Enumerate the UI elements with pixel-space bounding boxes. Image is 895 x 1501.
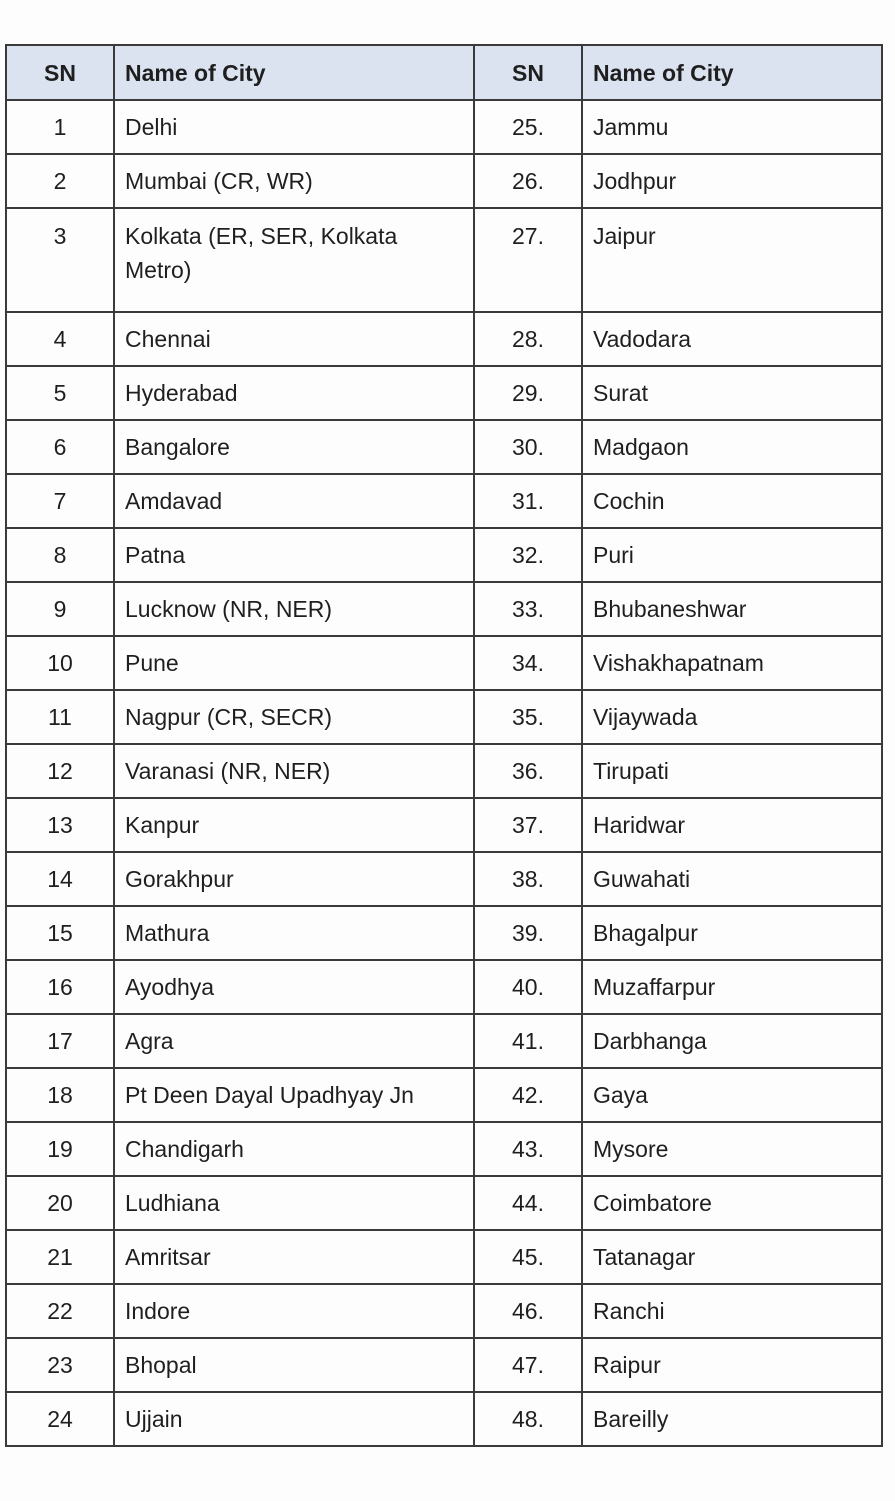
- row-city-right: Bhubaneshwar: [582, 582, 882, 636]
- row-sn-left: 18: [6, 1068, 114, 1122]
- row-city-right: Tatanagar: [582, 1230, 882, 1284]
- row-sn-left: 8: [6, 528, 114, 582]
- row-city-right: Jammu: [582, 100, 882, 154]
- table-row: [6, 474, 882, 528]
- table-row: [6, 366, 882, 420]
- row-sn-left: 20: [6, 1176, 114, 1230]
- table-body: [6, 100, 882, 1446]
- row-city-left: Mumbai (CR, WR): [114, 154, 474, 208]
- row-city-left: Ludhiana: [114, 1176, 474, 1230]
- row-sn-right: 36.: [474, 744, 582, 798]
- row-city-left: Hyderabad: [114, 366, 474, 420]
- row-city-right: Ranchi: [582, 1284, 882, 1338]
- row-city-left: Nagpur (CR, SECR): [114, 690, 474, 744]
- row-city-left: Bangalore: [114, 420, 474, 474]
- row-sn-left: 14: [6, 852, 114, 906]
- table-row: [6, 1014, 882, 1068]
- row-sn-right: 32.: [474, 528, 582, 582]
- row-city-right: Bareilly: [582, 1392, 882, 1446]
- table-row: [6, 1230, 882, 1284]
- row-sn-left: 23: [6, 1338, 114, 1392]
- row-sn-right: 46.: [474, 1284, 582, 1338]
- row-city-right: Muzaffarpur: [582, 960, 882, 1014]
- row-sn-left: 9: [6, 582, 114, 636]
- table-row: [6, 1338, 882, 1392]
- row-sn-right: 47.: [474, 1338, 582, 1392]
- row-sn-left: 21: [6, 1230, 114, 1284]
- row-sn-left: 15: [6, 906, 114, 960]
- table-row: [6, 1176, 882, 1230]
- row-sn-right: 40.: [474, 960, 582, 1014]
- row-sn-left: 7: [6, 474, 114, 528]
- row-sn-right: 26.: [474, 154, 582, 208]
- table-row: [6, 636, 882, 690]
- row-city-right: Vishakhapatnam: [582, 636, 882, 690]
- row-sn-left: 10: [6, 636, 114, 690]
- row-sn-right: 37.: [474, 798, 582, 852]
- row-city-left: Chennai: [114, 312, 474, 366]
- row-sn-right: 42.: [474, 1068, 582, 1122]
- row-sn-left: 1: [6, 100, 114, 154]
- row-city-left: Gorakhpur: [114, 852, 474, 906]
- row-sn-left: 19: [6, 1122, 114, 1176]
- row-city-left: Delhi: [114, 100, 474, 154]
- row-sn-left: 22: [6, 1284, 114, 1338]
- header-name-left: Name of City: [114, 45, 474, 100]
- row-city-right: Madgaon: [582, 420, 882, 474]
- row-city-left: Amdavad: [114, 474, 474, 528]
- row-sn-right: 31.: [474, 474, 582, 528]
- row-sn-right: 35.: [474, 690, 582, 744]
- row-sn-left: 11: [6, 690, 114, 744]
- row-city-left: Kolkata (ER, SER, Kolkata Metro): [114, 208, 474, 312]
- row-sn-left: 2: [6, 154, 114, 208]
- row-sn-right: 38.: [474, 852, 582, 906]
- table-row: [6, 960, 882, 1014]
- row-sn-right: 25.: [474, 100, 582, 154]
- row-sn-left: 12: [6, 744, 114, 798]
- header-sn-right: SN: [474, 45, 582, 100]
- row-city-right: Jaipur: [582, 208, 882, 312]
- row-sn-left: 5: [6, 366, 114, 420]
- row-city-right: Darbhanga: [582, 1014, 882, 1068]
- row-city-right: Raipur: [582, 1338, 882, 1392]
- row-city-left: Amritsar: [114, 1230, 474, 1284]
- row-sn-right: 34.: [474, 636, 582, 690]
- table-header: [6, 45, 882, 100]
- row-sn-left: 13: [6, 798, 114, 852]
- row-sn-left: 24: [6, 1392, 114, 1446]
- row-city-right: Haridwar: [582, 798, 882, 852]
- row-city-left: Ujjain: [114, 1392, 474, 1446]
- row-sn-right: 30.: [474, 420, 582, 474]
- row-city-left: Pune: [114, 636, 474, 690]
- table-row: [6, 1122, 882, 1176]
- table-row: [6, 528, 882, 582]
- row-city-left: Varanasi (NR, NER): [114, 744, 474, 798]
- row-sn-right: 28.: [474, 312, 582, 366]
- row-sn-right: 41.: [474, 1014, 582, 1068]
- row-city-right: Surat: [582, 366, 882, 420]
- row-sn-left: 16: [6, 960, 114, 1014]
- row-sn-right: 43.: [474, 1122, 582, 1176]
- header-row: [6, 45, 882, 100]
- row-sn-left: 17: [6, 1014, 114, 1068]
- table-row: [6, 1392, 882, 1446]
- table-row: [6, 100, 882, 154]
- row-city-left: Mathura: [114, 906, 474, 960]
- table-row: [6, 906, 882, 960]
- header-name-right: Name of City: [582, 45, 882, 100]
- table-row: [6, 1068, 882, 1122]
- row-city-right: Gaya: [582, 1068, 882, 1122]
- row-city-right: Vadodara: [582, 312, 882, 366]
- table-row: [6, 690, 882, 744]
- table-row: [6, 312, 882, 366]
- row-city-right: Bhagalpur: [582, 906, 882, 960]
- row-sn-left: 6: [6, 420, 114, 474]
- row-city-right: Tirupati: [582, 744, 882, 798]
- table-row: [6, 798, 882, 852]
- row-sn-left: 3: [6, 208, 114, 312]
- row-sn-right: 33.: [474, 582, 582, 636]
- row-city-left: Ayodhya: [114, 960, 474, 1014]
- row-city-left: Agra: [114, 1014, 474, 1068]
- row-city-left: Patna: [114, 528, 474, 582]
- table-row: [6, 420, 882, 474]
- row-city-right: Guwahati: [582, 852, 882, 906]
- row-city-right: Mysore: [582, 1122, 882, 1176]
- table-row: [6, 852, 882, 906]
- table-row: [6, 744, 882, 798]
- row-sn-left: 4: [6, 312, 114, 366]
- row-sn-right: 48.: [474, 1392, 582, 1446]
- table-row: [6, 1284, 882, 1338]
- row-city-left: Chandigarh: [114, 1122, 474, 1176]
- row-sn-right: 45.: [474, 1230, 582, 1284]
- row-sn-right: 39.: [474, 906, 582, 960]
- table-row: [6, 154, 882, 208]
- row-sn-right: 27.: [474, 208, 582, 312]
- row-city-left: Kanpur: [114, 798, 474, 852]
- header-sn-left: SN: [6, 45, 114, 100]
- row-city-left: Indore: [114, 1284, 474, 1338]
- row-city-left: Bhopal: [114, 1338, 474, 1392]
- row-sn-right: 44.: [474, 1176, 582, 1230]
- row-sn-right: 29.: [474, 366, 582, 420]
- table-row: [6, 208, 882, 312]
- row-city-right: Coimbatore: [582, 1176, 882, 1230]
- city-table: [5, 44, 883, 1447]
- table-row: [6, 582, 882, 636]
- row-city-right: Puri: [582, 528, 882, 582]
- row-city-right: Jodhpur: [582, 154, 882, 208]
- row-city-right: Vijaywada: [582, 690, 882, 744]
- row-city-right: Cochin: [582, 474, 882, 528]
- row-city-left: Lucknow (NR, NER): [114, 582, 474, 636]
- row-city-left: Pt Deen Dayal Upadhyay Jn: [114, 1068, 474, 1122]
